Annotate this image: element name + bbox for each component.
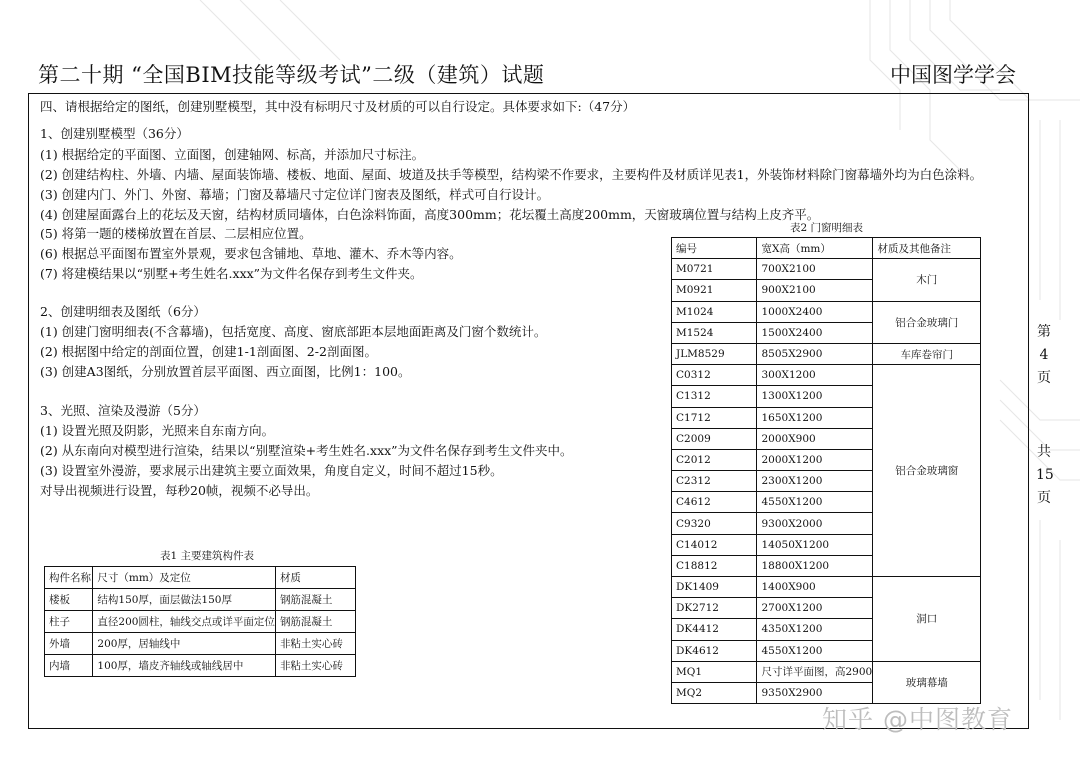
- table-cell: C14012: [672, 534, 757, 555]
- requirement-item: (5) 将第一题的楼梯放置在首层、二层相应位置。: [40, 226, 312, 241]
- table-cell: 内墙: [45, 655, 93, 677]
- remark-cell: 铝合金玻璃门: [873, 301, 981, 343]
- requirement-item: (2) 根据图中给定的剖面位置，创建1-1剖面图、2-2剖面图。: [40, 344, 377, 359]
- column-header: 材质: [275, 567, 355, 589]
- table-cell: C0312: [672, 365, 757, 386]
- table-cell: 900X2100: [757, 280, 873, 301]
- section-heading: 3、光照、渲染及漫游（5分）: [40, 403, 206, 418]
- table-cell: 非粘土实心砖: [275, 655, 355, 677]
- table-cell: 1300X1200: [757, 386, 873, 407]
- table-cell: DK2712: [672, 598, 757, 619]
- section-heading: 1、创建别墅模型（36分）: [40, 126, 189, 141]
- table-cell: C1312: [672, 386, 757, 407]
- page-number-indicator: [1036, 321, 1052, 390]
- door-window-schedule-table: [671, 237, 981, 704]
- table-cell: 18800X1200: [757, 555, 873, 576]
- page-indicator-char: 15: [1036, 467, 1054, 483]
- table-cell: 楼板: [45, 589, 93, 611]
- table-cell: C1712: [672, 407, 757, 428]
- table-cell: 直径200圆柱，轴线交点或详平面定位: [93, 611, 276, 633]
- table-cell: 非粘土实心砖: [275, 633, 355, 655]
- remark-cell: 铝合金玻璃窗: [873, 365, 981, 577]
- table-cell: 1400X900: [757, 577, 873, 598]
- requirement-item: 对导出视频进行设置，每秒20帧，视频不必导出。: [40, 483, 319, 498]
- requirement-item: (3) 设置室外漫游，要求展示出建筑主要立面效果，角度自定义，时间不超过15秒。: [40, 463, 503, 478]
- table-cell: 尺寸详平面图，高2900: [757, 661, 873, 682]
- table-cell: 钢筋混凝土: [275, 589, 355, 611]
- table-cell: C18812: [672, 555, 757, 576]
- organization-name: 中国图学学会: [890, 63, 1016, 87]
- requirement-item: (1) 设置光照及阴影，光照来自东南方向。: [40, 423, 275, 438]
- table-row: [672, 259, 981, 280]
- remark-cell: 玻璃幕墙: [873, 661, 981, 703]
- components-table: [44, 566, 356, 677]
- table-cell: C4612: [672, 492, 757, 513]
- requirement-item: (4) 创建屋面露台上的花坛及天窗，结构材质同墙体，白色涂料饰面，高度300mm；花坛覆土高度200mm，天窗玻璃位置与结构上皮齐平。: [40, 207, 820, 222]
- table-cell: DK1409: [672, 577, 757, 598]
- column-header: 尺寸（mm）及定位: [93, 567, 276, 589]
- table-cell: 钢筋混凝土: [275, 611, 355, 633]
- intro-text: 四、请根据给定的图纸，创建别墅模型，其中没有标明尺寸及材质的可以自行设定。具体要求如下:（47分）: [40, 99, 636, 114]
- table-cell: MQ1: [672, 661, 757, 682]
- table-cell: C9320: [672, 513, 757, 534]
- table-row: [45, 589, 356, 611]
- table-cell: 200厚，居轴线中: [93, 633, 276, 655]
- table-row: [672, 365, 981, 386]
- requirement-item: (2) 从东南向对模型进行渲染，结果以“别墅渲染+考生姓名.xxx”为文件名保存到考生文件夹中。: [40, 443, 573, 458]
- table-header-row: [45, 567, 356, 589]
- section-heading: 2、创建明细表及图纸（6分）: [40, 304, 206, 319]
- table-cell: 300X1200: [757, 365, 873, 386]
- table-cell: DK4612: [672, 640, 757, 661]
- table-cell: 14050X1200: [757, 534, 873, 555]
- table-cell: MQ2: [672, 682, 757, 703]
- table-cell: 1650X1200: [757, 407, 873, 428]
- page-indicator-char: 共: [1037, 444, 1051, 460]
- table-cell: 结构150厚，面层做法150厚: [93, 589, 276, 611]
- table-cell: C2012: [672, 449, 757, 470]
- column-header: 材质及其他备注: [873, 238, 981, 259]
- table-cell: 1000X2400: [757, 301, 873, 322]
- table-cell: M1524: [672, 322, 757, 343]
- page-indicator-char: 页: [1037, 370, 1051, 386]
- table-cell: 2300X1200: [757, 471, 873, 492]
- table-cell: JLM8529: [672, 343, 757, 364]
- table-cell: 700X2100: [757, 259, 873, 280]
- table-row: [45, 611, 356, 633]
- table-cell: C2312: [672, 471, 757, 492]
- table-cell: 9300X2000: [757, 513, 873, 534]
- table-row: [672, 577, 981, 598]
- table-cell: 2000X900: [757, 428, 873, 449]
- column-header: 构件名称: [45, 567, 93, 589]
- table-cell: C2009: [672, 428, 757, 449]
- table-cell: 9350X2900: [757, 682, 873, 703]
- remark-cell: 车库卷帘门: [873, 343, 981, 364]
- table-row: [45, 655, 356, 677]
- table-cell: 4550X1200: [757, 492, 873, 513]
- table-cell: 1500X2400: [757, 322, 873, 343]
- remark-cell: 木门: [873, 259, 981, 301]
- table2-caption: 表2 门窗明细表: [790, 222, 864, 234]
- watermark: 知乎 @中图教育: [822, 705, 1013, 734]
- page-title: 第二十期 “全国BIM技能等级考试”二级（建筑）试题: [38, 63, 545, 87]
- table-header-row: [672, 238, 981, 259]
- remark-cell: 洞口: [873, 577, 981, 662]
- page-indicator-char: 4: [1039, 347, 1049, 363]
- requirement-item: (1) 创建门窗明细表(不含幕墙)，包括宽度、高度、窗底部距本层地面距离及门窗个数统计。: [40, 324, 547, 339]
- table-row: [45, 633, 356, 655]
- column-header: 编号: [672, 238, 757, 259]
- table-row: [672, 301, 981, 322]
- total-pages-indicator: [1036, 441, 1052, 510]
- table-cell: 2700X1200: [757, 598, 873, 619]
- table-row: [672, 343, 981, 364]
- page-indicator-char: 第: [1037, 324, 1051, 340]
- column-header: 宽X高（mm）: [757, 238, 873, 259]
- table-row: [672, 661, 981, 682]
- requirement-item: (1) 根据给定的平面图、立面图，创建轴网、标高，并添加尺寸标注。: [40, 147, 425, 162]
- table-cell: M0921: [672, 280, 757, 301]
- table-cell: DK4412: [672, 619, 757, 640]
- table-cell: 2000X1200: [757, 449, 873, 470]
- table-cell: 8505X2900: [757, 343, 873, 364]
- requirement-item: (6) 根据总平面图布置室外景观，要求包含铺地、草地、灌木、乔木等内容。: [40, 246, 462, 261]
- requirement-item: (3) 创建A3图纸，分别放置首层平面图、西立面图，比例1：100。: [40, 364, 411, 379]
- table-cell: 4550X1200: [757, 640, 873, 661]
- requirement-item: (2) 创建结构柱、外墙、内墙、屋面装饰墙、楼板、地面、屋面、坡道及扶手等模型，结构梁不作要求，主要构件及材质详见表1，外装饰材料除门窗幕墙外均为白色涂料。: [40, 167, 983, 182]
- table-cell: 柱子: [45, 611, 93, 633]
- table-cell: 100厚，墙皮齐轴线或轴线居中: [93, 655, 276, 677]
- table-cell: 4350X1200: [757, 619, 873, 640]
- table-cell: M1024: [672, 301, 757, 322]
- page-indicator-char: 页: [1037, 490, 1051, 506]
- requirement-item: (3) 创建内门、外门、外窗、幕墙；门窗及幕墙尺寸定位详门窗表及图纸，样式可自行设计。: [40, 187, 550, 202]
- table1-caption: 表1 主要建筑构件表: [160, 550, 255, 562]
- requirement-item: (7) 将建模结果以“别墅+考生姓名.xxx”为文件名保存到考生文件夹。: [40, 266, 423, 281]
- table-cell: 外墙: [45, 633, 93, 655]
- table-cell: M0721: [672, 259, 757, 280]
